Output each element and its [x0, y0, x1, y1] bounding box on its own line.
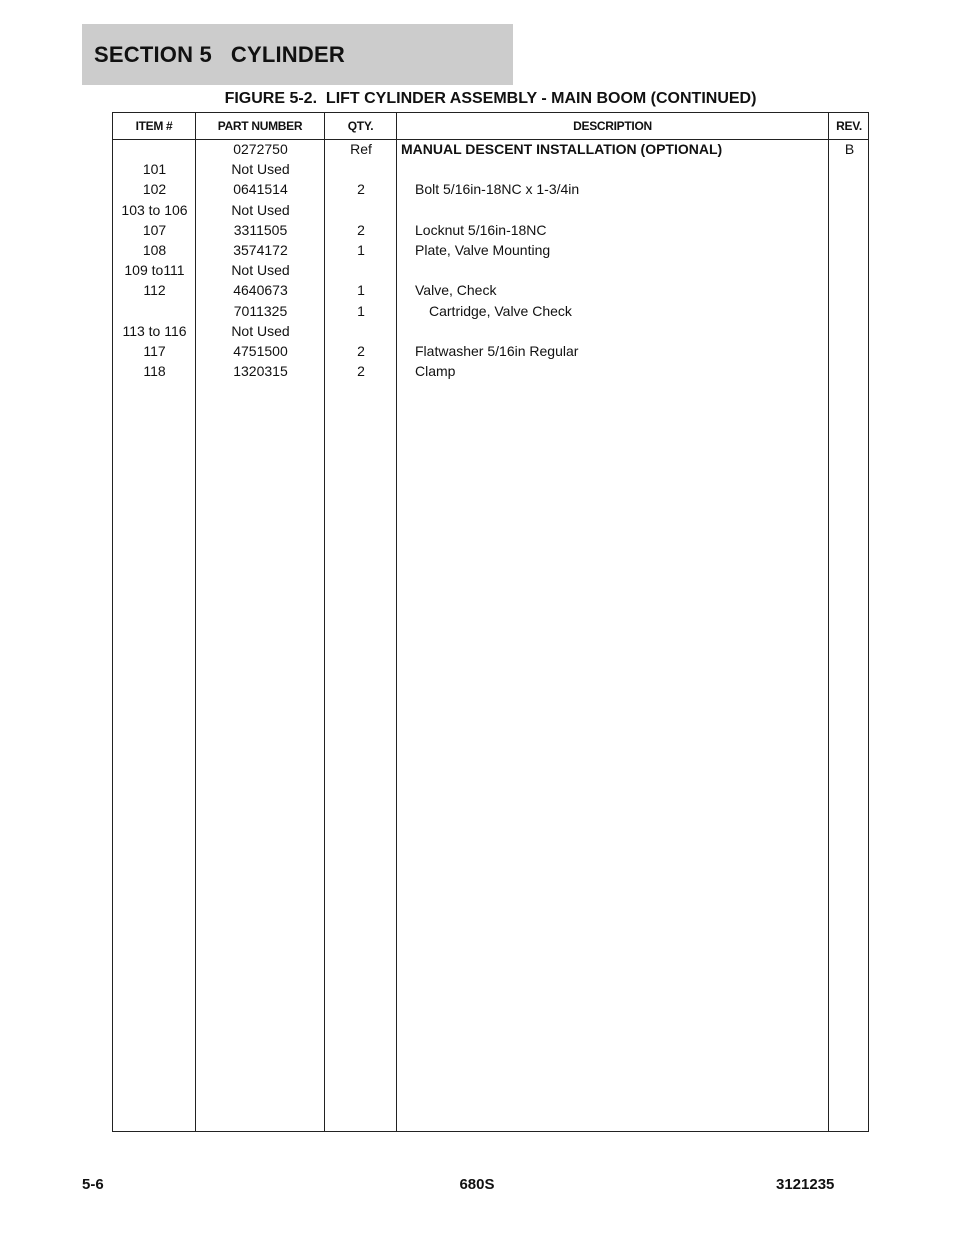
header-rev: REV.	[836, 119, 862, 133]
item-number: 107	[142, 221, 167, 238]
footer-model: 680S	[459, 1176, 495, 1193]
header-part-number: PART NUMBER	[217, 119, 303, 133]
description: Locknut 5/16in-18NC	[415, 221, 547, 238]
quantity: 2	[357, 181, 365, 198]
description: Clamp	[415, 363, 456, 380]
quantity: 1	[357, 282, 365, 299]
part-number: 1320315	[233, 363, 288, 380]
figure-title: FIGURE 5-2. LIFT CYLINDER ASSEMBLY - MAIN BOOM (CONTINUED)	[224, 90, 757, 107]
item-number: 103 to 106	[121, 201, 188, 218]
part-number: Not Used	[231, 322, 290, 339]
part-number: Not Used	[231, 161, 290, 178]
table-row	[113, 179, 868, 199]
table-row	[113, 321, 868, 341]
table-row	[113, 159, 868, 179]
quantity: 2	[357, 343, 365, 359]
table-row	[113, 280, 868, 300]
quantity: Ref	[350, 141, 372, 157]
description: Plate, Valve Mounting	[415, 242, 551, 258]
table-row	[113, 301, 868, 321]
description: Valve, Check	[415, 282, 497, 299]
item-number: 108	[142, 242, 167, 258]
part-number: Not Used	[231, 262, 290, 279]
table-row	[113, 200, 868, 220]
item-number: 113 to 116	[122, 322, 187, 339]
item-number: 102	[142, 181, 167, 198]
quantity: 2	[357, 221, 365, 238]
part-number: 4640673	[233, 282, 288, 299]
quantity: 2	[357, 363, 365, 380]
description: Cartridge, Valve Check	[429, 302, 572, 319]
footer-page-number: 5-6	[82, 1176, 104, 1193]
table-row	[113, 220, 868, 240]
table-row	[113, 341, 868, 361]
part-number: 3574172	[233, 242, 288, 258]
header-qty: QTY.	[347, 119, 374, 133]
item-number: 112	[143, 282, 166, 299]
description: Bolt 5/16in-18NC x 1-3/4in	[415, 181, 580, 198]
table-row	[113, 260, 868, 280]
quantity: 1	[357, 302, 365, 319]
header-description: DESCRIPTION	[573, 119, 652, 133]
item-number: 101	[142, 161, 167, 178]
item-number: 118	[143, 363, 166, 380]
part-number: 3311505	[233, 221, 288, 238]
part-number: Not Used	[231, 201, 290, 218]
revision: B	[844, 141, 855, 157]
description: MANUAL DESCENT INSTALLATION (OPTIONAL)	[401, 141, 723, 157]
table-row	[113, 139, 868, 159]
section-title: SECTION 5 CYLINDER	[94, 42, 345, 67]
description: Flatwasher 5/16in Regular	[415, 343, 579, 359]
parts-table	[112, 112, 869, 1132]
item-number: 117	[143, 343, 166, 359]
header-item: ITEM #	[135, 119, 173, 133]
part-number: 0272750	[233, 141, 288, 157]
part-number: 7011325	[233, 302, 288, 319]
section-header-bar	[82, 24, 513, 85]
footer-doc-number: 3121235	[776, 1176, 835, 1193]
table-row	[113, 361, 868, 381]
part-number: 4751500	[233, 343, 288, 359]
item-number: 109 to111	[124, 262, 185, 279]
table-row	[113, 240, 868, 260]
quantity: 1	[357, 242, 365, 258]
part-number: 0641514	[233, 181, 288, 198]
